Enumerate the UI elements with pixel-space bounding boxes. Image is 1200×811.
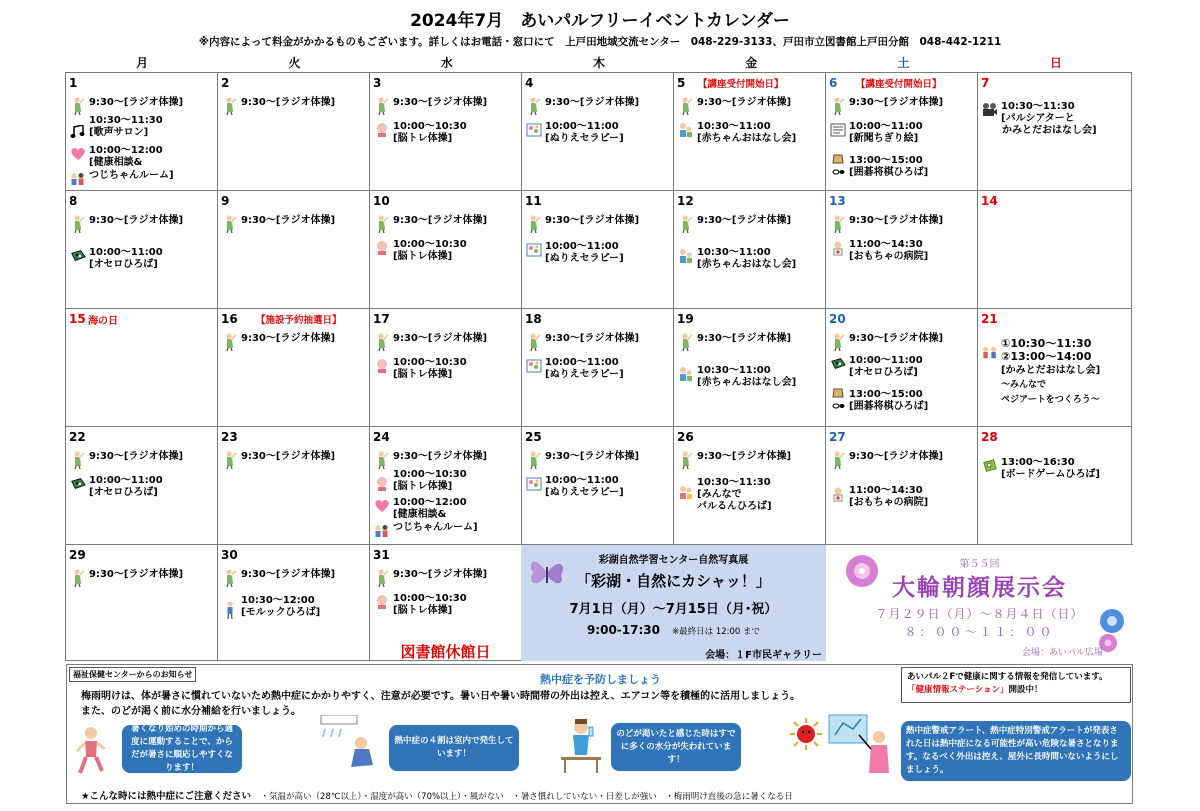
exercise-person-icon (678, 97, 694, 115)
event-radio: 9:30〜[ラジオ体操] (678, 333, 791, 351)
othello-board-icon (70, 247, 86, 265)
day-cell-2: 2 9:30〜[ラジオ体操] (217, 72, 370, 191)
event-radio: 9:30〜[ラジオ体操] (70, 569, 183, 587)
event-radio: 9:30〜[ラジオ体操] (830, 333, 943, 351)
event-nurie: 10:00〜11:00 [ぬりえセラピー] (526, 121, 624, 145)
brain-training-icon (374, 593, 390, 611)
page-title: 2024年7月 あいパルフリーイベントカレンダー (410, 11, 790, 31)
day-cell-8: 8 9:30〜[ラジオ体操] 10:00〜11:00 [オセロひろば] (65, 190, 218, 309)
newspaper-icon (830, 121, 846, 139)
event-brain: 10:00〜10:30 [脳トレ体操] (374, 239, 467, 263)
exercise-person-icon (70, 451, 86, 469)
event-othello: 10:00〜11:00 [オセロひろば] (70, 475, 163, 499)
event-radio: 9:30〜[ラジオ体操] (222, 97, 335, 115)
board-game-icon (982, 457, 998, 475)
day-number: 1 (69, 76, 78, 90)
event-health: 10:00〜12:00 [健康相談& (374, 497, 467, 521)
event-radio: 9:30〜[ラジオ体操] (678, 215, 791, 233)
parent-baby-icon (678, 247, 694, 265)
day-cell-29: 29 9:30〜[ラジオ体操] (65, 544, 218, 661)
othello-board-icon (830, 355, 846, 373)
exercise-person-icon (678, 333, 694, 351)
exercise-person-icon (830, 215, 846, 233)
day-cell-3: 3 9:30〜[ラジオ体操] 10:00〜10:30 [脳トレ体操] (369, 72, 522, 191)
day-cell-27: 27 9:30〜[ラジオ体操] 11:00〜14:30 [おもちゃの病院] (825, 426, 978, 545)
weekday-sat: 土 (897, 56, 910, 70)
brain-training-icon (374, 475, 390, 493)
event-radio: 9:30〜[ラジオ体操] (830, 451, 943, 469)
day-cell-24: 24 9:30〜[ラジオ体操] 10:00〜10:30 [脳トレ体操] 10:00〜12:00 [健康相談& つじちゃんルーム] (369, 426, 522, 545)
projector-icon (982, 101, 998, 119)
molkky-player-icon (222, 601, 238, 619)
exhibit-time: 9:00-17:30 ※最終日は 12:00 まで (586, 623, 761, 637)
event-song: 10:30〜11:30 [歌声サロン] (70, 115, 163, 141)
day-cell-4: 4 9:30〜[ラジオ体操] 10:00〜11:00 [ぬりえセラピー] (521, 72, 674, 191)
tip-bubble: 熱中症の４割は室内で発生しています！ (389, 725, 519, 771)
event-radio: 9:30〜[ラジオ体操] (222, 569, 335, 587)
day-cell-28: 28 13:00〜16:30 [ボードゲームひろば] (977, 426, 1132, 545)
tip-bubble: のどが渇いたと感じた時はすでに多くの水分が失われています！ (611, 723, 741, 771)
event-radio: 9:30〜[ラジオ体操] (70, 97, 183, 115)
exercise-person-icon (374, 569, 390, 587)
event-tsuji: つじちゃんルーム] (374, 522, 478, 540)
event-radio: 9:30〜[ラジオ体操] (374, 97, 487, 115)
shisetsu-note: 【施設予約抽選日】 (256, 315, 342, 326)
day-cell-14: 14 (977, 190, 1132, 309)
consult-people-icon (374, 522, 390, 540)
othello-board-icon (70, 475, 86, 493)
heart-icon (70, 145, 86, 163)
event-toy: 11:00〜14:30 [おもちゃの病院] (830, 239, 928, 263)
exercise-person-icon (374, 97, 390, 115)
exercise-person-icon (222, 451, 238, 469)
morning-glory-panel (826, 544, 1133, 661)
weekday-wed: 水 (440, 56, 453, 70)
weekday-sun: 日 (1049, 56, 1062, 70)
event-parurun: 10:30〜11:30 [みんなで パルるんひろば] (678, 477, 772, 513)
mg-venue: 会場：あいパル広場 (1021, 648, 1103, 658)
notice-source: 福祉保健センターからのお知らせ (69, 667, 196, 682)
mg-time: ８：００〜１１：００ (904, 625, 1055, 639)
day-cell-16: 16 【施設予約抽選日】 9:30〜[ラジオ体操] (217, 308, 370, 427)
kouza-note: 【講座受付開始日】 (856, 79, 942, 90)
day-cell-1 (65, 72, 218, 191)
consult-people-icon (70, 170, 86, 188)
coloring-icon (526, 121, 542, 139)
go-shogi-icon (830, 155, 846, 173)
exercise-person-icon (222, 569, 238, 587)
mg-dates: ７月２９日（月）〜８月４日（日） (875, 607, 1084, 621)
event-radio: 9:30〜[ラジオ体操] (526, 333, 639, 351)
day-cell-17: 17 9:30〜[ラジオ体操] 10:00〜10:30 [脳トレ体操] (369, 308, 522, 427)
music-note-icon (70, 123, 86, 141)
event-baby: 10:30〜11:00 [赤ちゃんおはなし会] (678, 121, 796, 145)
exercise-person-icon (830, 97, 846, 115)
brain-training-icon (374, 121, 390, 139)
exercise-person-icon (222, 97, 238, 115)
day-cell-26: 26 9:30〜[ラジオ体操] 10:30〜11:30 [みんなで パルるんひろば] (673, 426, 826, 545)
day-cell-5: 5 【講座受付開始日】 9:30〜[ラジオ体操] 10:30〜11:00 [赤ちゃんおはなし会] (673, 72, 826, 191)
air-conditioner-icon (319, 715, 385, 779)
parent-baby-icon (678, 121, 694, 139)
day-cell-7: 7 10:30〜11:30 [パルシアターと かみとだおはなし会] (977, 72, 1132, 191)
drinking-water-icon (551, 717, 611, 781)
event-shinbun: 10:00〜11:00 [新聞ちぎり絵] (830, 121, 923, 145)
exercise-person-icon (830, 333, 846, 351)
exercise-person-icon (70, 569, 86, 587)
coloring-icon (526, 475, 542, 493)
mg-title: 大輪朝顔展示会 (892, 575, 1067, 601)
exercise-person-icon (526, 97, 542, 115)
event-baby: 10:30〜11:00 [赤ちゃんおはなし会] (678, 365, 796, 389)
exercise-person-icon (526, 333, 542, 351)
day-cell-19: 19 9:30〜[ラジオ体操] 10:30〜11:00 [赤ちゃんおはなし会] (673, 308, 826, 427)
brain-training-icon (374, 357, 390, 375)
event-radio: 9:30〜[ラジオ体操] (222, 333, 335, 351)
toy-doctor-icon (830, 485, 846, 503)
event-nurie: 10:00〜11:00 [ぬりえセラピー] (526, 475, 624, 499)
event-nurie: 10:00〜11:00 [ぬりえセラピー] (526, 241, 624, 265)
day-cell-20: 20 9:30〜[ラジオ体操] 10:00〜11:00 [オセロひろば] 13:00〜15:00 [囲碁将棋ひろば] (825, 308, 978, 427)
weather-presenter-icon (827, 713, 897, 787)
exhibit-org: 彩湖自然学習センター自然写真展 (598, 555, 749, 566)
exercise-person-icon (222, 333, 238, 351)
exercise-person-icon (526, 215, 542, 233)
weekday-mon: 月 (136, 56, 149, 70)
event-nurie: 10:00〜11:00 [ぬりえセラピー] (526, 357, 624, 381)
event-go: 13:00〜15:00 [囲碁将棋ひろば] (830, 155, 928, 179)
toy-doctor-icon (830, 239, 846, 257)
event-radio: 9:30〜[ラジオ体操] (222, 215, 335, 233)
event-radio: 9:30〜[ラジオ体操] (70, 451, 183, 469)
event-boardgame: 13:00〜16:30 [ボードゲームひろば] (982, 457, 1100, 481)
day-cell-15: 15 海の日 (65, 308, 218, 427)
event-health: 10:00〜12:00 [健康相談& (70, 145, 163, 169)
notice-paragraph: また、のどが渇く前に水分補給を行いましょう。 (81, 706, 301, 717)
day-cell-23: 23 9:30〜[ラジオ体操] (217, 426, 370, 545)
event-radio: 9:30〜[ラジオ体操] (374, 215, 487, 233)
brain-training-icon (374, 239, 390, 257)
event-molkky: 10:30〜12:00 [モルックひろば] (222, 595, 320, 619)
event-toy: 11:00〜14:30 [おもちゃの病院] (830, 485, 928, 509)
day-cell-18: 18 9:30〜[ラジオ体操] 10:00〜11:00 [ぬりえセラピー] (521, 308, 674, 427)
event-radio: 9:30〜[ラジオ体操] (526, 451, 639, 469)
weekday-fri: 金 (745, 56, 758, 70)
event-brain: 10:00〜10:30 [脳トレ体操] (374, 593, 467, 617)
day-cell-25: 25 9:30〜[ラジオ体操] 10:00〜11:00 [ぬりえセラピー] (521, 426, 674, 545)
day-cell-31: 31 9:30〜[ラジオ体操] 10:00〜10:30 [脳トレ体操] 図書館休館日 (369, 544, 522, 661)
exercise-person-icon (374, 215, 390, 233)
day-cell-13: 13 9:30〜[ラジオ体操] 11:00〜14:30 [おもちゃの病院] (825, 190, 978, 309)
exhibit-venue: 会場：１F市民ギャラリー (705, 650, 822, 661)
event-storytime: ①10:30〜11:30 ②13:00〜14:00 [かみとだおはなし会] 〜みんなで ペジアートをつくろう〜 (982, 337, 1100, 407)
exercise-person-icon (70, 97, 86, 115)
event-radio: 9:30〜[ラジオ体操] (830, 97, 943, 115)
heatstroke-notice (66, 664, 1133, 804)
tip-bubble: 暑くなり始めの時期から適度に運動することで、からだが暑さに順応しやすくなります！ (122, 725, 242, 773)
event-radio: 9:30〜[ラジオ体操] (374, 569, 487, 587)
day-cell-12: 12 9:30〜[ラジオ体操] 10:30〜11:00 [赤ちゃんおはなし会] (673, 190, 826, 309)
event-tsuji: つじちゃんルーム] (70, 170, 174, 188)
event-radio: 9:30〜[ラジオ体操] (678, 451, 791, 469)
kids-play-icon (678, 483, 694, 501)
health-info-box: あいパル２Fで健康に関する情報を発信しています。 「健康情報ステーション」開設中！ (901, 667, 1131, 703)
exercise-person-icon (374, 333, 390, 351)
event-theater-cont: かみとだおはなし会] (1002, 125, 1097, 136)
event-radio: 9:30〜[ラジオ体操] (374, 451, 487, 469)
library-closed-label: 図書館休館日 (400, 643, 491, 661)
jogging-person-icon (73, 725, 109, 787)
sun-icon (789, 717, 823, 755)
weekday-tue: 火 (288, 56, 301, 70)
event-baby: 10:30〜11:00 [赤ちゃんおはなし会] (678, 247, 796, 271)
go-shogi-icon (830, 389, 846, 407)
day-cell-6: 6 【講座受付開始日】 9:30〜[ラジオ体操] 10:00〜11:00 [新聞ちぎり絵] 13:00〜15:00 [囲碁将棋ひろば] (825, 72, 978, 191)
event-brain: 10:00〜10:30 [脳トレ体操] (374, 469, 467, 493)
event-radio: 9:30〜[ラジオ体操] (526, 215, 639, 233)
weekday-thu: 木 (592, 56, 605, 70)
day-cell-21: 21 ①10:30〜11:30 ②13:00〜14:00 [かみとだおはなし会] 〜みんなで ペジアートをつくろう〜 (977, 308, 1132, 427)
event-radio: 9:30〜[ラジオ体操] (678, 97, 791, 115)
heart-icon (374, 497, 390, 515)
photo-exhibit-panel (521, 544, 826, 661)
mg-edition: 第５５回 (959, 559, 1000, 570)
day-cell-30: 30 9:30〜[ラジオ体操] 10:30〜12:00 [モルックひろば] (217, 544, 370, 661)
contact-note: ※内容によって料金がかかるものもございます。詳しくはお電話・窓口にて 上戸田地域交流センター 048-229-3133、戸田市立図書館上戸田分館 048-442-1211 (198, 36, 1002, 48)
event-othello: 10:00〜11:00 [オセロひろば] (70, 247, 163, 271)
kouza-note: 【講座受付開始日】 (698, 79, 784, 90)
notice-title: 熱中症を予防しましょう (540, 673, 661, 686)
exercise-person-icon (70, 215, 86, 233)
day-cell-11: 11 9:30〜[ラジオ体操] 10:00〜11:00 [ぬりえセラピー] (521, 190, 674, 309)
event-radio: 9:30〜[ラジオ体操] (830, 215, 943, 233)
exercise-person-icon (374, 451, 390, 469)
event-radio: 9:30〜[ラジオ体操] (70, 215, 183, 233)
notice-paragraph: 梅雨明けは、体が暑さに慣れていないため熱中症にかかりやすく、注意が必要です。暑い日や暑い時間帯の外出は控え、エアコン等を積極的に活用しましょう。 (81, 691, 801, 702)
parent-baby-icon (678, 365, 694, 383)
event-theater: 10:30〜11:30 [パルシアターと (982, 101, 1075, 125)
exercise-person-icon (678, 451, 694, 469)
puppets-icon (982, 343, 998, 361)
event-radio: 9:30〜[ラジオ体操] (374, 333, 487, 351)
alert-bubble: 熱中症警戒アラート、熱中症特別警戒アラートが発表された日は熱中症になる可能性が高い危険な暑さとなります。なるべく外出は控え、屋外に長時間いないようにしましょう。 (901, 721, 1131, 781)
caution-line: ★こんな時には熱中症にご注意ください ・気温が高い（28℃以上）・湿度が高い（70%以上）・風がない ・暑さ慣れしていない・日差しが強い ・梅雨明け直後の急に暑くなる日 (81, 791, 793, 802)
exercise-person-icon (678, 215, 694, 233)
event-othello: 10:00〜11:00 [オセロひろば] (830, 355, 923, 379)
event-radio: 9:30〜[ラジオ体操] (222, 451, 335, 469)
weekday-header (66, 54, 1132, 72)
holiday-label: 海の日 (88, 316, 118, 327)
day-cell-9: 9 9:30〜[ラジオ体操] (217, 190, 370, 309)
event-brain: 10:00〜10:30 [脳トレ体操] (374, 357, 467, 381)
event-radio: 9:30〜[ラジオ体操] (526, 97, 639, 115)
exercise-person-icon (830, 451, 846, 469)
event-go: 13:00〜15:00 [囲碁将棋ひろば] (830, 389, 928, 413)
day-cell-10: 10 9:30〜[ラジオ体操] 10:00〜10:30 [脳トレ体操] (369, 190, 522, 309)
exercise-person-icon (526, 451, 542, 469)
coloring-icon (526, 357, 542, 375)
exhibit-title: 「彩湖・自然にカシャッ！」 (576, 572, 771, 590)
event-brain: 10:00〜10:30 [脳トレ体操] (374, 121, 467, 145)
day-cell-22: 22 9:30〜[ラジオ体操] 10:00〜11:00 [オセロひろば] (65, 426, 218, 545)
coloring-icon (526, 241, 542, 259)
exhibit-dates: 7月1日（月）〜7月15日（月･祝） (569, 602, 778, 617)
exercise-person-icon (222, 215, 238, 233)
